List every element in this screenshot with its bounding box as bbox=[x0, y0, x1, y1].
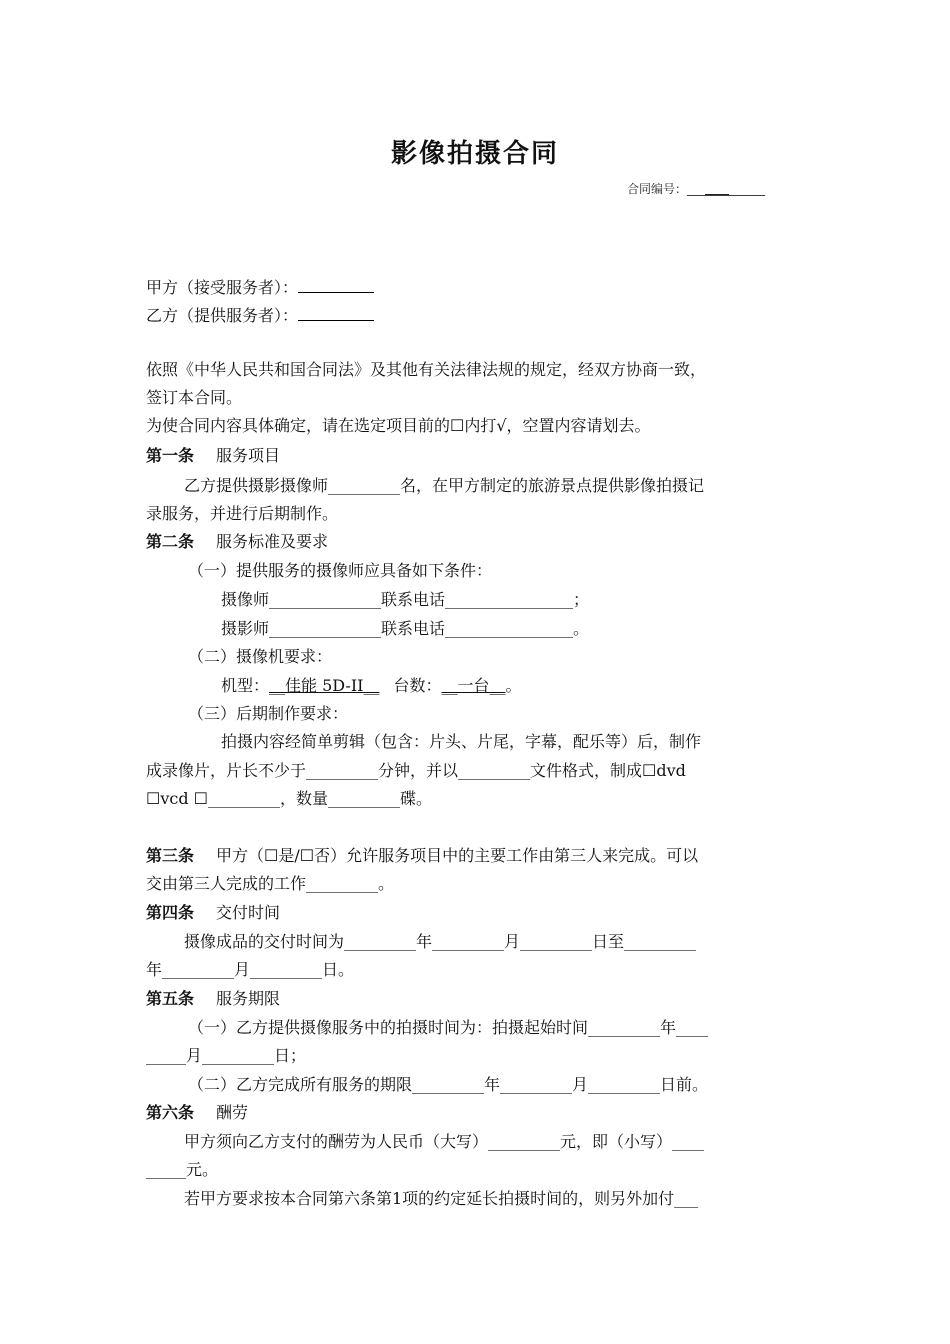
article-1-heading bbox=[146, 446, 280, 466]
article-5-number: 第五条 bbox=[146, 989, 195, 1008]
camera-model-value: __佳能 5D-II__ bbox=[269, 676, 380, 695]
camera-line-end: 。 bbox=[505, 676, 522, 695]
article-6-line-1: 甲方须向乙方支付的酬劳为人民币（大写）_________元，即（小写）____ bbox=[184, 1132, 705, 1151]
article-2-section-3: （三）后期制作要求： bbox=[188, 704, 349, 723]
article-4-heading bbox=[146, 903, 280, 923]
article-5-line-2: _____月_________日； bbox=[146, 1046, 307, 1065]
editing-line-3: ☐vcd ☐_________，数量_________碟。 bbox=[146, 789, 433, 808]
intro-line-1: 依照《中华人民共和国合同法》及其他有关法律法规的规定，经双方协商一致， bbox=[146, 360, 707, 379]
videographer-line: 摄像师______________联系电话________________； bbox=[221, 590, 590, 609]
article-4-line-1: 摄像成品的交付时间为_________年_________月_________日至_________ bbox=[184, 932, 697, 951]
article-2-section-1: （一）提供服务的摄像师应具备如下条件： bbox=[188, 561, 493, 580]
editing-line-1: 拍摄内容经简单剪辑（包含：片头、片尾，字幕，配乐等）后，制作 bbox=[221, 732, 702, 751]
camera-count-label: 台数： bbox=[393, 676, 442, 695]
article-4-number: 第四条 bbox=[146, 903, 195, 922]
contract-number-label: 合同编号：___ bbox=[627, 182, 706, 196]
article-5-line-1: （一）乙方提供摄像服务中的拍摄时间为：拍摄起始时间_________年____ bbox=[188, 1018, 709, 1037]
article-2-section-2: （二）摄像机要求： bbox=[188, 647, 333, 666]
editing-line-2: 成录像片，片长不少于_________分钟，并以_________文件格式，制成☐dvd bbox=[146, 761, 686, 780]
party-b-label: 乙方（提供服务者）： bbox=[146, 306, 299, 325]
article-6-line-3: 若甲方要求按本合同第六条第1项的约定延长拍摄时间的，则另外加付___ bbox=[184, 1189, 699, 1208]
party-a-line bbox=[146, 276, 374, 298]
article-2-number: 第二条 bbox=[146, 532, 195, 551]
article-3-line-1 bbox=[146, 846, 698, 866]
article-3-text: 甲方（☐是/☐否）允许服务项目中的主要工作由第三人来完成。可以 bbox=[216, 846, 699, 865]
article-1-number: 第一条 bbox=[146, 446, 195, 465]
intro-line-3: 为使合同内容具体确定，请在选定项目前的☐内打√，空置内容请划去。 bbox=[146, 416, 651, 435]
article-3-line-2: 交由第三人完成的工作_________。 bbox=[146, 874, 395, 893]
document-title: 影像拍摄合同 bbox=[390, 139, 559, 169]
contract-number bbox=[627, 180, 765, 197]
article-1-title: 服务项目 bbox=[216, 446, 281, 465]
article-4-line-2: 年_________月_________日。 bbox=[146, 960, 355, 979]
article-2-heading bbox=[146, 532, 328, 552]
camera-count-value: __一台__ bbox=[441, 676, 506, 695]
article-5-line-3: （二）乙方完成所有服务的期限_________年_________月_________日前。 bbox=[188, 1075, 709, 1094]
contract-number-tail: ______ bbox=[729, 182, 766, 196]
article-6-line-2: _____元。 bbox=[146, 1160, 219, 1179]
article-5-heading bbox=[146, 989, 280, 1009]
camera-line bbox=[221, 676, 522, 696]
article-6-title: 酬劳 bbox=[216, 1103, 249, 1122]
article-1-line-1: 乙方提供摄影摄像师_________名，在甲方制定的旅游景点提供影像拍摄记 bbox=[184, 476, 705, 495]
party-b-blank bbox=[298, 304, 374, 321]
party-a-blank bbox=[298, 276, 374, 293]
article-1-line-2: 录服务，并进行后期制作。 bbox=[146, 504, 339, 523]
article-2-title: 服务标准及要求 bbox=[216, 532, 329, 551]
intro-line-2: 签订本合同。 bbox=[146, 388, 243, 407]
article-5-title: 服务期限 bbox=[216, 989, 281, 1008]
article-6-heading bbox=[146, 1103, 248, 1123]
article-6-number: 第六条 bbox=[146, 1103, 195, 1122]
article-4-title: 交付时间 bbox=[216, 903, 281, 922]
camera-model-label: 机型： bbox=[221, 676, 270, 695]
party-a-label: 甲方（接受服务者）： bbox=[146, 278, 299, 297]
contract-number-fill: ____ bbox=[705, 182, 730, 196]
party-b-line bbox=[146, 304, 374, 326]
photographer-line: 摄影师______________联系电话________________。 bbox=[221, 619, 590, 638]
article-3-number: 第三条 bbox=[146, 846, 195, 865]
